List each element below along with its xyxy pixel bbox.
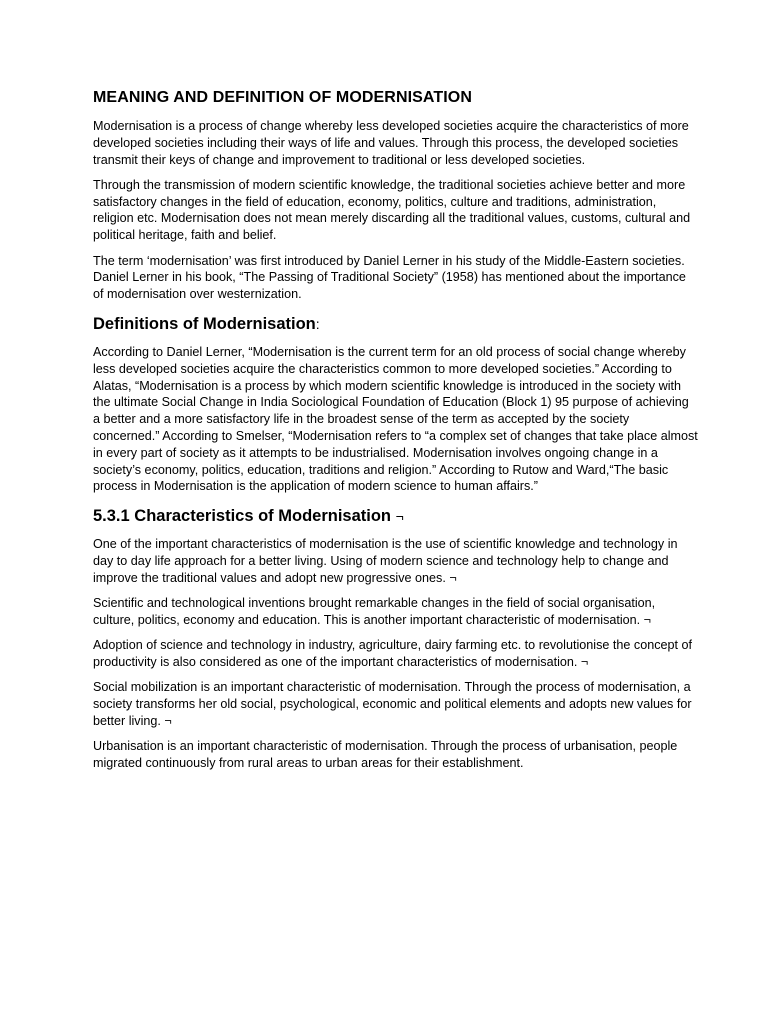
intro-paragraph-3: The term ‘modernisation’ was first introduced by Daniel Lerner in his study of the Middle-Eastern societies. Daniel Lerner in his book, “The Passing of Traditional Society” (1958) has mentioned about the importance of modernisation over westernization. <box>93 253 686 302</box>
characteristics-heading-text: 5.3.1 Characteristics of Modernisation <box>93 507 392 526</box>
page-title: MEANING AND DEFINITION OF MODERNISATION <box>93 89 473 106</box>
definitions-heading-text: Definitions of Modernisation <box>93 314 316 333</box>
characteristics-paragraph-2: Scientific and technological inventions brought remarkable changes in the field of social organisation, culture, politics, economy and education. This is another important characteristic of modernisation. ¬ <box>93 596 656 627</box>
intro-paragraph-1: Modernisation is a process of change whereby less developed societies acquire the characteristics of more developed societies including their ways of life and values. Through this process, the developed societies transmit their keys of change and improvement to traditional or less developed societies. <box>93 119 689 167</box>
definitions-heading <box>93 313 698 335</box>
definitions-heading-tail: : <box>315 315 320 332</box>
characteristics-heading <box>93 505 698 527</box>
characteristics-paragraph-5: Urbanisation is an important characteristic of modernisation. Through the process of urbanisation, people migrated continuously from rural areas to urban areas for their establishment. <box>93 739 678 770</box>
characteristics-paragraph-4: Social mobilization is an important characteristic of modernisation. Through the process of modernisation, a society transforms her old social, psychological, economic and political elements and adopts new values for better living. ¬ <box>93 680 692 728</box>
characteristics-paragraph-1: One of the important characteristics of modernisation is the use of scientific knowledge and technology in day to day life approach for a better living. Using of modern science and technology help to change and improve the traditional values and adopt new progressive ones. ¬ <box>93 537 678 585</box>
definitions-paragraph: According to Daniel Lerner, “Modernisation is the current term for an old process of social change whereby less developed societies acquire the characteristics common to more developed societies.” According to Alatas, “Modernisation is a process by which modern scientific knowledge is introduced in the society with the ultimate Social Change in India Sociological Foundation of Education (Block 1) 95 purpose of achieving a better and a more satisfactory life in the broadest sense of the term as accepted by the society concerned.” According to Smelser, “Modernisation refers to “a complex set of changes that take place almost in every part of society as it attempts to be industrialised. Modernisation involves ongoing change in a society’s economy, politics, education, traditions and religion.” According to Rutow and Ward,“The basic process in Modernisation is the application of modern science to human affairs.” <box>93 344 698 494</box>
characteristics-heading-tail: ¬ <box>395 508 404 525</box>
intro-paragraph-2: Through the transmission of modern scientific knowledge, the traditional societies achieve better and more satisfactory changes in the field of education, economy, politics, culture and traditions, administration, religion etc. Modernisation does not mean merely discarding all the traditional values, customs, cultural and political heritage, faith and belief. <box>93 177 691 243</box>
characteristics-paragraph-3: Adoption of science and technology in industry, agriculture, dairy farming etc. to revolutionise the concept of productivity is also considered as one of the important characteristics of modernisation. ¬ <box>93 638 693 669</box>
